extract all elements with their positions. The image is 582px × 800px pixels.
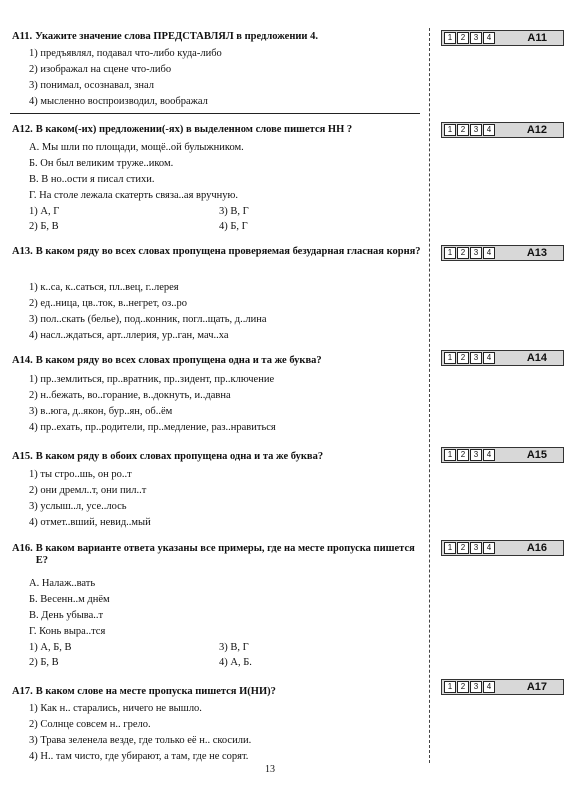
answer-box[interactable]: 2 — [457, 542, 469, 554]
answer-choice: 3) В, Г — [219, 206, 249, 217]
question-number: А17. — [12, 686, 33, 697]
option: 2) н..бежать, во..горание, в..докнуть, и..давна — [29, 390, 231, 401]
answer-box[interactable]: 2 — [457, 247, 469, 259]
answer-box[interactable]: 2 — [457, 124, 469, 136]
answer-choice: 2) Б, В — [29, 657, 59, 668]
answer-choice: 4) А, Б. — [219, 657, 252, 668]
option: 4) мысленно воспроизводил, воображал — [29, 96, 208, 107]
answer-box[interactable]: 4 — [483, 542, 495, 554]
option: Г. На столе лежала скатерть связа..ая вручную. — [29, 190, 238, 201]
option: 3) Трава зеленела везде, где только её н.. скосили. — [29, 735, 252, 746]
answer-box[interactable]: 1 — [444, 542, 456, 554]
answer-box[interactable]: 3 — [470, 681, 482, 693]
option: В. В но..ости я писал стихи. — [29, 174, 155, 185]
badge-label: А15 — [526, 448, 547, 461]
option: 3) понимал, осознавал, знал — [29, 80, 154, 91]
answer-box[interactable]: 4 — [483, 352, 495, 364]
option: 2) изображал на сцене что-либо — [29, 64, 172, 75]
answer-box[interactable]: 3 — [470, 32, 482, 44]
question-number: А11. — [12, 31, 33, 42]
answer-box[interactable]: 2 — [457, 681, 469, 693]
question-text: В каком(-их) предложении(-ях) в выделенном слове пишется НН ? — [35, 124, 353, 135]
badge-label: А14 — [526, 351, 547, 364]
option: 4) насл..ждаться, арт..ллерия, ур..ган, мач..ха — [29, 330, 229, 341]
question-text: В каком ряду во всех словах пропущена одна и та же буква? — [35, 355, 322, 366]
answer-badge-a13[interactable] — [441, 245, 564, 261]
option: 1) ты стро..шь, он ро..т — [29, 469, 132, 480]
answer-box[interactable]: 3 — [470, 449, 482, 461]
option: А. Мы шли по площади, мощё..ой булыжником. — [29, 142, 244, 153]
question-a17 — [12, 686, 422, 698]
badge-label: А12 — [526, 123, 547, 136]
badge-label: А11 — [527, 31, 547, 44]
badge-label: А16 — [526, 541, 547, 554]
answer-badge-a16[interactable] — [441, 540, 564, 556]
option: 1) пр..землиться, пр..вратник, пр..зидент, пр..ключение — [29, 374, 275, 385]
option: 1) предъявлял, подавал что-либо куда-либо — [29, 48, 222, 59]
answer-box[interactable]: 2 — [457, 449, 469, 461]
answer-badge-a15[interactable] — [441, 447, 564, 463]
answer-choice: 1) А, Г — [29, 206, 60, 217]
answer-box[interactable]: 4 — [483, 32, 495, 44]
option: 4) Н.. там чисто, где убирают, а там, где не сорят. — [29, 751, 249, 762]
answer-box[interactable]: 1 — [444, 32, 456, 44]
answer-box[interactable]: 1 — [444, 352, 456, 364]
option: 3) в..юга, д..якон, бур..ян, об..ём — [29, 406, 173, 417]
question-text: В каком ряду в обоих словах пропущена одна и та же буква? — [35, 451, 324, 462]
answer-choice: 3) В, Г — [219, 642, 249, 653]
question-number: А13. — [12, 246, 33, 257]
option: 3) пол..скать (белье), под..конник, погл..щать, д..лина — [29, 314, 267, 325]
separator-line — [10, 113, 420, 114]
answer-box[interactable]: 4 — [483, 124, 495, 136]
question-a15 — [12, 451, 422, 463]
answer-box[interactable]: 1 — [444, 124, 456, 136]
badge-label: А17 — [526, 680, 547, 693]
answer-box[interactable]: 4 — [483, 247, 495, 259]
option: А. Налаж..вать — [29, 578, 96, 589]
answer-badge-a14[interactable] — [441, 350, 564, 366]
question-a11 — [12, 31, 422, 43]
question-number: А12. — [12, 124, 33, 135]
option: 1) к..са, к..саться, пл..вец, г..лерея — [29, 282, 179, 293]
answer-box[interactable]: 2 — [457, 352, 469, 364]
option: В. День убыва..т — [29, 610, 104, 621]
option: Б. Весенн..м днём — [29, 594, 110, 605]
page-number: 13 — [265, 764, 275, 775]
question-text: В каком слове на месте пропуска пишется И(НИ)? — [35, 686, 276, 697]
question-number: А14. — [12, 355, 33, 366]
question-number: А16. — [12, 543, 33, 554]
answer-badge-a11[interactable] — [441, 30, 564, 46]
question-a13 — [12, 246, 422, 258]
question-a14 — [12, 355, 422, 367]
answer-box[interactable]: 3 — [470, 124, 482, 136]
answer-box[interactable]: 4 — [483, 681, 495, 693]
question-a16 — [12, 543, 422, 567]
option: 2) ед..ница, цв..ток, в..негрет, оз..ро — [29, 298, 188, 309]
option: Б. Он был великим труже..иком. — [29, 158, 174, 169]
option: 4) отмет..вший, невид..мый — [29, 517, 151, 528]
answer-box[interactable]: 4 — [483, 449, 495, 461]
option: Г. Конь выра..тся — [29, 626, 106, 637]
answer-box[interactable]: 1 — [444, 681, 456, 693]
badge-label: А13 — [526, 246, 547, 259]
question-a12 — [12, 124, 422, 136]
option: 3) услыш..л, усе..лось — [29, 501, 127, 512]
option: 2) Солнце совсем н.. грело. — [29, 719, 151, 730]
answer-box[interactable]: 1 — [444, 449, 456, 461]
question-text: В каком варианте ответа указаны все примеры, где на месте пропуска пишется Е? — [35, 543, 415, 567]
answer-choice: 2) Б, В — [29, 221, 59, 232]
answer-choice: 4) Б, Г — [219, 221, 248, 232]
answer-badge-a12[interactable] — [441, 122, 564, 138]
answer-badge-a17[interactable] — [441, 679, 564, 695]
question-text: Укажите значение слова ПРЕДСТАВЛЯЛ в предложении 4. — [35, 31, 318, 42]
answer-box[interactable]: 3 — [470, 542, 482, 554]
dashed-vertical-divider — [429, 28, 430, 763]
answer-box[interactable]: 2 — [457, 32, 469, 44]
answer-box[interactable]: 3 — [470, 352, 482, 364]
question-number: А15. — [12, 451, 33, 462]
question-text: В каком ряду во всех словах пропущена проверяемая безударная гласная корня? — [35, 246, 421, 257]
answer-choice: 1) А, Б, В — [29, 642, 72, 653]
option: 1) Как н.. старались, ничего не вышло. — [29, 703, 202, 714]
option: 4) пр..ехать, пр..родители, пр..медление, раз..нравиться — [29, 422, 276, 433]
answer-box[interactable]: 3 — [470, 247, 482, 259]
option: 2) они дремл..т, они пил..т — [29, 485, 147, 496]
answer-box[interactable]: 1 — [444, 247, 456, 259]
